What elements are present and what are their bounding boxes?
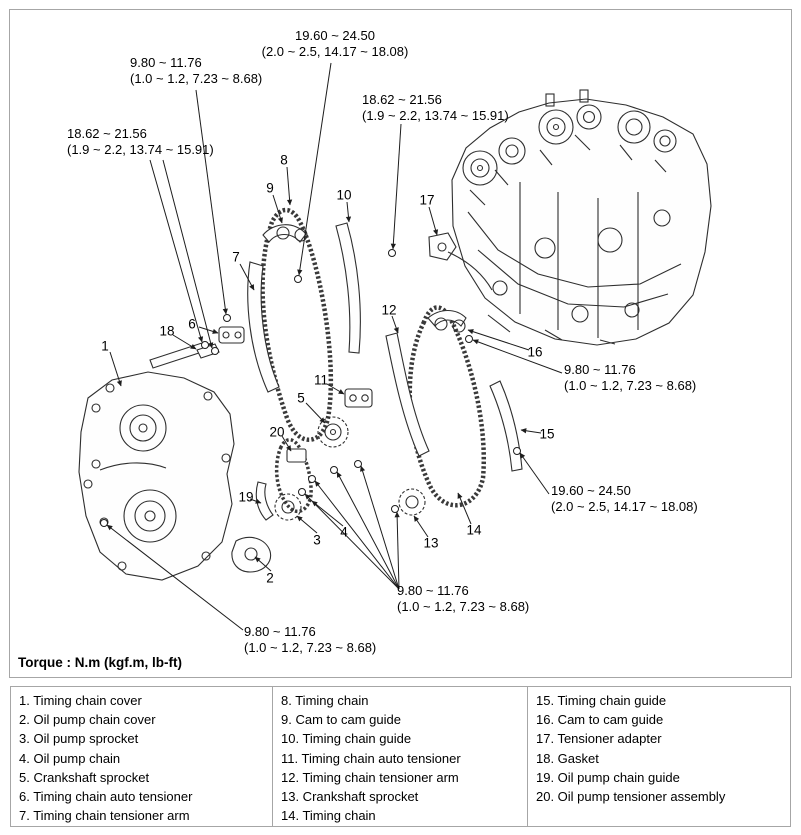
torque-label-right-lower (551, 483, 698, 515)
part-callout-4: 4 (340, 524, 348, 540)
legend-item: 19. Oil pump chain guide (536, 769, 680, 785)
torque-value-line1: 18.62 ~ 21.56 (362, 92, 442, 107)
legend-item: 15. Timing chain guide (536, 693, 667, 708)
part-callout-11: 11 (313, 372, 329, 388)
torque-value-line2: (1.0 ~ 1.2, 7.23 ~ 8.68) (397, 599, 530, 614)
part-callout-15: 15 (539, 426, 555, 442)
torque-label-top-left (130, 55, 262, 87)
torque-value-line1: 19.60 ~ 24.50 (295, 28, 375, 43)
torque-value-line2: (1.9 ~ 2.2, 13.74 ~ 15.91) (362, 108, 509, 123)
legend-item: 5. Crankshaft sprocket (19, 769, 150, 785)
torque-value-line2: (1.0 ~ 1.2, 7.23 ~ 8.68) (244, 640, 377, 655)
torque-value-line1: 19.60 ~ 24.50 (551, 483, 631, 498)
legend-item: 20. Oil pump tensioner assembly (536, 789, 726, 805)
torque-value-line1: 9.80 ~ 11.76 (244, 624, 316, 639)
torque-label-right-middle (564, 362, 696, 394)
part-callout-10: 10 (336, 187, 352, 203)
legend-item: 12. Timing chain tensioner arm (281, 769, 459, 785)
part-callout-8: 8 (280, 152, 288, 168)
part-callout-7: 7 (232, 249, 240, 265)
part-callout-12: 12 (381, 302, 397, 318)
legend-item: 18. Gasket (536, 750, 599, 766)
part-callout-6: 6 (188, 316, 196, 332)
torque-value-line2: (1.0 ~ 1.2, 7.23 ~ 8.68) (564, 378, 697, 393)
legend-column-2 (273, 687, 528, 826)
legend-item: 3. Oil pump sprocket (19, 731, 139, 747)
torque-label-upper-right (362, 92, 509, 124)
torque-label-top-center (246, 28, 424, 60)
part-callout-18: 18 (159, 323, 175, 339)
torque-value-line2: (1.0 ~ 1.2, 7.23 ~ 8.68) (130, 71, 263, 86)
part-callout-17: 17 (419, 192, 435, 208)
legend-item: 7. Timing chain tensioner arm (19, 808, 190, 824)
legend-column-3 (528, 687, 790, 826)
part-callout-3: 3 (313, 532, 321, 548)
torque-label-left (67, 126, 214, 158)
legend-item: 6. Timing chain auto tensioner (19, 789, 193, 805)
legend-column-1 (11, 687, 273, 826)
torque-label-bottom-left (244, 624, 376, 656)
legend-item: 4. Oil pump chain (19, 750, 121, 766)
legend-item: 8. Timing chain (281, 693, 369, 708)
legend-item: 2. Oil pump chain cover (19, 712, 156, 728)
legend-item: 9. Cam to cam guide (281, 712, 401, 728)
part-callout-16: 16 (527, 344, 543, 360)
torque-value-line2: (1.9 ~ 2.2, 13.74 ~ 15.91) (67, 142, 214, 157)
part-callout-9: 9 (266, 180, 274, 196)
legend-item: 17. Tensioner adapter (536, 731, 662, 747)
part-callout-13: 13 (423, 535, 439, 551)
torque-value-line1: 18.62 ~ 21.56 (67, 126, 147, 141)
torque-value-line1: 9.80 ~ 11.76 (130, 55, 202, 70)
legend-item: 11. Timing chain auto tensioner (281, 750, 461, 766)
torque-value-line2: (2.0 ~ 2.5, 14.17 ~ 18.08) (261, 44, 409, 59)
part-callout-1: 1 (101, 338, 109, 354)
torque-label-bottom-center (397, 583, 529, 615)
legend-item: 13. Crankshaft sprocket (281, 789, 419, 805)
torque-value-line1: 9.80 ~ 11.76 (564, 362, 636, 377)
torque-units-note: Torque : N.m (kgf.m, lb-ft) (18, 655, 182, 670)
part-callout-14: 14 (466, 522, 482, 538)
parts-legend (10, 686, 791, 827)
legend-item: 1. Timing chain cover (19, 693, 142, 708)
legend-item: 14. Timing chain (281, 808, 376, 824)
part-callout-5: 5 (297, 390, 305, 406)
part-callout-2: 2 (266, 570, 274, 586)
torque-value-line2: (2.0 ~ 2.5, 14.17 ~ 18.08) (551, 499, 698, 514)
legend-item: 10. Timing chain guide (281, 731, 412, 747)
torque-value-line1: 9.80 ~ 11.76 (397, 583, 469, 598)
legend-item: 16. Cam to cam guide (536, 712, 664, 728)
part-callout-20: 20 (269, 424, 285, 440)
part-callout-19: 19 (238, 489, 254, 505)
